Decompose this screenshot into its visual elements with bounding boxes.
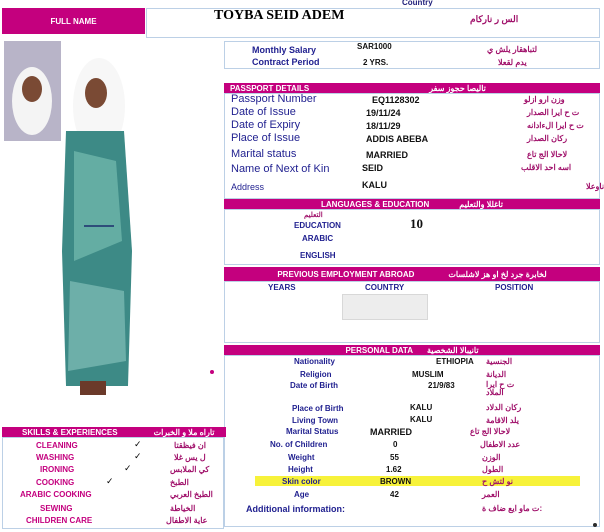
- english-language-label: ENGLISH: [300, 251, 336, 260]
- full-name-value: TOYBA SEID ADEM: [214, 8, 345, 23]
- skill-cooking-arabic: الطبخ: [170, 478, 189, 487]
- passport-number-arabic: وزن ارو ازلو: [524, 95, 565, 104]
- religion-label: Religion: [300, 370, 332, 379]
- employment-header: [224, 267, 600, 281]
- skill-washing-arabic: ل يس غلا: [174, 453, 206, 462]
- additional-info-label: Additional information:: [246, 504, 345, 514]
- arabic-language-label: ARABIC: [302, 234, 334, 243]
- passport-row: [231, 119, 597, 132]
- weight-label: Weight: [288, 453, 315, 462]
- religion-value: MUSLIM: [412, 370, 444, 379]
- contract-period-label: Contract Period: [252, 57, 320, 67]
- marker-dot: [593, 523, 597, 527]
- passport-row: [231, 106, 597, 119]
- issue-place-value: ADDIS ABEBA: [366, 134, 429, 144]
- issue-date-value: 19/11/24: [366, 108, 401, 118]
- passport-title-arabic: تاليصا حجوز سفر: [429, 83, 486, 93]
- address-arabic: ناوعلا: [586, 182, 604, 191]
- weight-value: 55: [390, 453, 399, 462]
- employment-title-arabic: لخابرة جرد لخ او هز لاشلسات: [448, 269, 547, 279]
- marital-status-value: MARRIED: [366, 150, 408, 160]
- contract-period-value: 2 YRS.: [363, 58, 389, 67]
- skill-children-care-arabic: عاية الاطفال: [166, 516, 208, 525]
- years-column-header: YEARS: [268, 283, 296, 292]
- skin-color-label: Skin color: [282, 477, 321, 486]
- nationality-arabic: الجنسية: [486, 357, 513, 366]
- skill-cooking-label: COOKING: [36, 478, 75, 487]
- skill-sewing-arabic: الخياطة: [170, 504, 196, 513]
- education-value: 10: [410, 216, 423, 231]
- skill-arabic-cooking-label: ARABIC COOKING: [20, 490, 92, 499]
- skill-washing-check-icon: ✓: [134, 451, 142, 461]
- birth-date-value: 21/9/83: [428, 381, 455, 390]
- skill-children-care-label: CHILDREN CARE: [26, 516, 93, 525]
- children-count-label: No. of Children: [270, 440, 328, 449]
- passport-row: [231, 146, 597, 161]
- religion-arabic: الديانة: [486, 370, 507, 379]
- expiry-date-label: Date of Expiry: [231, 119, 301, 131]
- skill-washing-label: WASHING: [36, 453, 75, 462]
- address-label: Address: [231, 182, 265, 192]
- skills-title: SKILLS & EXPERIENCES: [22, 427, 118, 437]
- address-value: KALU: [362, 180, 387, 190]
- contract-period-arabic: يدم لقعلا: [498, 58, 527, 67]
- skill-sewing-label: SEWING: [40, 504, 73, 513]
- height-value: 1.62: [386, 465, 402, 474]
- skills-header: [2, 427, 226, 437]
- additional-info-arabic: ت ماو ايع ضاف ة:: [482, 504, 543, 513]
- issue-date-label: Date of Issue: [231, 106, 296, 118]
- age-value: 42: [390, 490, 399, 499]
- passport-number-value: EQ1128302: [372, 95, 420, 105]
- monthly-salary-label: Monthly Salary: [252, 45, 317, 55]
- birth-date-label: Date of Birth: [290, 381, 338, 390]
- age-arabic: العمر: [482, 490, 500, 499]
- marital-status-arabic: لاحالا الج تاع: [527, 150, 568, 159]
- marital-status-personal-label: Marital Status: [286, 427, 339, 436]
- skill-ironing-label: IRONING: [40, 465, 75, 474]
- passport-title: PASSPORT DETAILS: [230, 83, 310, 93]
- skill-ironing-check-icon: ✓: [124, 463, 132, 473]
- languages-title: LANGUAGES & EDUCATION: [321, 199, 430, 209]
- personal-header: [224, 345, 600, 355]
- personal-title: PERSONAL DATA: [345, 345, 413, 355]
- personal-title-arabic: تانيبالا الشخصية: [427, 345, 479, 355]
- expiry-date-arabic: ت ح ايرا الءادانه: [527, 121, 584, 130]
- skin-color-value: BROWN: [380, 477, 412, 486]
- birth-place-value: KALU: [410, 403, 433, 412]
- full-name-label: FULL NAME: [50, 16, 97, 26]
- passport-row: [231, 179, 604, 193]
- living-town-value: KALU: [410, 415, 433, 424]
- living-town-arabic: يلد الاقامة: [486, 416, 519, 425]
- marker-dot: [210, 370, 214, 374]
- nationality-label: Nationality: [294, 357, 335, 366]
- skill-cleaning-check-icon: ✓: [134, 439, 142, 449]
- children-count-value: 0: [393, 440, 398, 449]
- next-of-kin-value: SEID: [362, 163, 384, 173]
- passport-number-label: Passport Number: [231, 93, 317, 105]
- languages-title-arabic: تاغللا والتعليم: [459, 199, 503, 209]
- birth-place-label: Place of Birth: [292, 404, 344, 413]
- languages-header: [224, 199, 600, 209]
- country-cell: [342, 294, 428, 320]
- passport-row: [231, 132, 597, 146]
- next-of-kin-label: Name of Next of Kin: [231, 163, 330, 175]
- passport-row: [231, 161, 597, 179]
- monthly-salary-value: SAR1000: [357, 42, 392, 51]
- skill-ironing-arabic: كي الملابس: [170, 465, 210, 474]
- children-count-arabic: عدد الاطفال: [480, 440, 521, 449]
- age-label: Age: [294, 490, 310, 499]
- employment-title: PREVIOUS EMPLOYMENT ABROAD: [277, 269, 415, 279]
- expiry-date-value: 18/11/29: [366, 121, 401, 131]
- passport-rows: [231, 93, 604, 193]
- passport-header: [224, 83, 600, 93]
- education-label: EDUCATION: [294, 221, 341, 230]
- education-arabic: التعليم: [304, 212, 323, 219]
- skill-cleaning-arabic: ان فيظقتا: [174, 441, 207, 450]
- marital-status-label: Marital status: [231, 148, 297, 160]
- skill-arabic-cooking-arabic: الطبخ العربي: [170, 490, 213, 499]
- country-column-header: COUNTRY: [365, 283, 405, 292]
- weight-arabic: الوزن: [482, 453, 501, 462]
- nationality-value: ETHIOPIA: [436, 357, 474, 366]
- country-label: Country: [402, 0, 433, 7]
- issue-place-label: Place of Issue: [231, 132, 301, 144]
- name-arabic: الس ر ناركام: [470, 14, 519, 24]
- issue-date-arabic: ت ح ايرا الصدار: [527, 108, 580, 117]
- height-label: Height: [288, 465, 313, 474]
- skills-title-arabic: تاراه ملا و الخبرات: [153, 427, 215, 437]
- issue-place-arabic: ركان الصدار: [527, 134, 568, 143]
- passport-row: [231, 93, 597, 106]
- height-arabic: الطول: [482, 465, 504, 474]
- monthly-salary-arabic: لتباهقار يلش ي: [487, 45, 538, 54]
- next-of-kin-arabic: اسه احد الاقلب: [521, 163, 572, 172]
- birth-date-arabic: ت ح ايرا الملاد: [486, 380, 515, 397]
- skin-color-arabic: نو لتش ح: [482, 477, 514, 486]
- skill-cleaning-label: CLEANING: [36, 441, 78, 450]
- position-column-header: POSITION: [495, 283, 534, 292]
- marital-status-personal-arabic: لاحالا الج تاع: [470, 427, 511, 436]
- photo-area: [4, 41, 220, 413]
- full-name-header: [2, 8, 145, 34]
- birth-place-arabic: ركان الدلاد: [486, 403, 522, 412]
- living-town-label: Living Town: [292, 416, 339, 425]
- skill-cooking-check-icon: ✓: [106, 476, 114, 486]
- marital-status-personal-value: MARRIED: [370, 427, 412, 437]
- candidate-photo: [4, 41, 220, 413]
